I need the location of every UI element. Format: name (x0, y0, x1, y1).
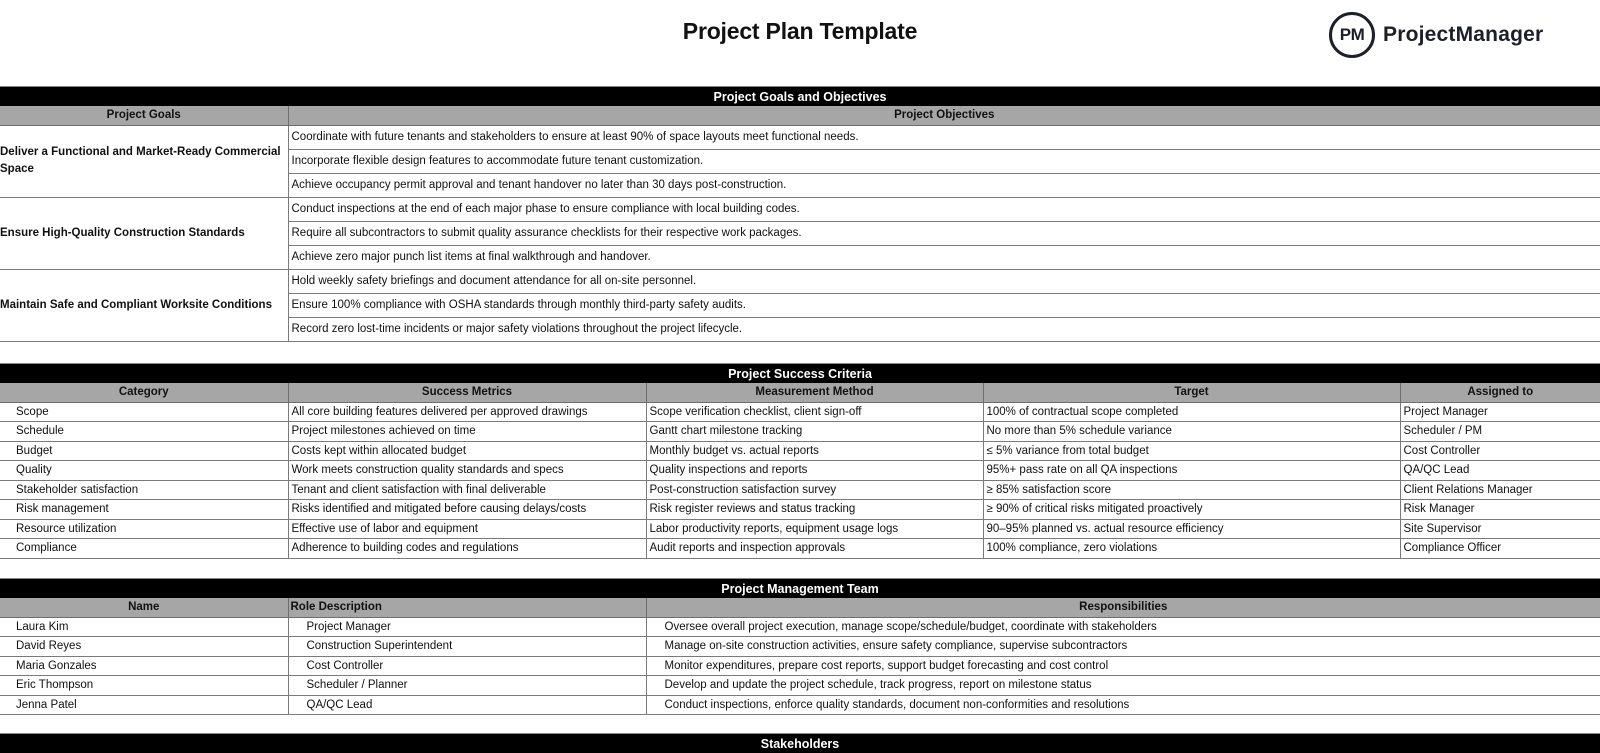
method-cell[interactable]: Gantt chart milestone tracking (646, 422, 983, 442)
method-cell[interactable]: Monthly budget vs. actual reports (646, 441, 983, 461)
objective-cell[interactable]: Achieve occupancy permit approval and tenant handover no later than 30 days post-construction. (288, 173, 1600, 197)
table-row (0, 269, 1600, 293)
table-row (0, 519, 1600, 539)
role-cell[interactable]: QA/QC Lead (288, 695, 646, 715)
objective-cell[interactable]: Conduct inspections at the end of each major phase to ensure compliance with local building codes. (288, 197, 1600, 221)
method-cell[interactable]: Post-construction satisfaction survey (646, 480, 983, 500)
page-header (0, 0, 1600, 86)
column-header: Project Objectives (288, 106, 1600, 125)
responsibility-cell[interactable]: Monitor expenditures, prepare cost reports, support budget forecasting and cost control (646, 656, 1600, 676)
target-cell[interactable]: ≤ 5% variance from total budget (983, 441, 1400, 461)
table-row (0, 480, 1600, 500)
success-criteria-table (0, 383, 1600, 559)
objective-cell[interactable]: Achieve zero major punch list items at final walkthrough and handover. (288, 245, 1600, 269)
responsibility-cell[interactable]: Manage on-site construction activities, ensure safety compliance, supervise subcontractors (646, 637, 1600, 657)
logo-text: ProjectManager (1383, 23, 1544, 46)
table-row (0, 617, 1600, 637)
target-cell[interactable]: ≥ 90% of critical risks mitigated proactively (983, 500, 1400, 520)
metric-cell[interactable]: Costs kept within allocated budget (288, 441, 646, 461)
table-row (0, 500, 1600, 520)
category-cell[interactable]: Compliance (0, 539, 288, 559)
metric-cell[interactable]: Risks identified and mitigated before causing delays/costs (288, 500, 646, 520)
role-cell[interactable]: Scheduler / Planner (288, 676, 646, 696)
method-cell[interactable]: Scope verification checklist, client sign-off (646, 402, 983, 422)
target-cell[interactable]: 90–95% planned vs. actual resource efficiency (983, 519, 1400, 539)
assignee-cell[interactable]: Cost Controller (1400, 441, 1600, 461)
projectmanager-logo (1329, 12, 1543, 58)
table-row (0, 402, 1600, 422)
objective-cell[interactable]: Coordinate with future tenants and stakeholders to ensure at least 90% of space layouts meet functional needs. (288, 125, 1600, 149)
category-cell[interactable]: Stakeholder satisfaction (0, 480, 288, 500)
method-cell[interactable]: Quality inspections and reports (646, 461, 983, 481)
name-cell[interactable]: Jenna Patel (0, 695, 288, 715)
role-cell[interactable]: Construction Superintendent (288, 637, 646, 657)
method-cell[interactable]: Labor productivity reports, equipment usage logs (646, 519, 983, 539)
section-title: Project Management Team (0, 578, 1600, 598)
target-cell[interactable]: ≥ 85% satisfaction score (983, 480, 1400, 500)
category-cell[interactable]: Scope (0, 402, 288, 422)
category-cell[interactable]: Resource utilization (0, 519, 288, 539)
success-criteria-section (0, 363, 1600, 559)
assignee-cell[interactable]: Client Relations Manager (1400, 480, 1600, 500)
role-cell[interactable]: Project Manager (288, 617, 646, 637)
table-row (0, 197, 1600, 221)
objective-cell[interactable]: Record zero lost-time incidents or major safety violations throughout the project lifecycle. (288, 317, 1600, 341)
goal-cell[interactable]: Ensure High-Quality Construction Standards (0, 197, 288, 269)
column-header: Name (0, 598, 288, 617)
table-row (0, 461, 1600, 481)
column-header: Success Metrics (288, 383, 646, 402)
column-header: Project Goals (0, 106, 288, 125)
goal-cell[interactable]: Deliver a Functional and Market-Ready Commercial Space (0, 125, 288, 197)
name-cell[interactable]: Laura Kim (0, 617, 288, 637)
table-row (0, 441, 1600, 461)
objective-cell[interactable]: Incorporate flexible design features to accommodate future tenant customization. (288, 149, 1600, 173)
page-title: Project Plan Template (682, 18, 918, 44)
method-cell[interactable]: Risk register reviews and status tracking (646, 500, 983, 520)
assignee-cell[interactable]: Scheduler / PM (1400, 422, 1600, 442)
team-table (0, 598, 1600, 715)
target-cell[interactable]: No more than 5% schedule variance (983, 422, 1400, 442)
role-cell[interactable]: Cost Controller (288, 656, 646, 676)
name-cell[interactable]: Maria Gonzales (0, 656, 288, 676)
method-cell[interactable]: Audit reports and inspection approvals (646, 539, 983, 559)
category-cell[interactable]: Quality (0, 461, 288, 481)
metric-cell[interactable]: Effective use of labor and equipment (288, 519, 646, 539)
responsibility-cell[interactable]: Oversee overall project execution, manage scope/schedule/budget, coordinate with stakeholders (646, 617, 1600, 637)
assignee-cell[interactable]: Risk Manager (1400, 500, 1600, 520)
category-cell[interactable]: Schedule (0, 422, 288, 442)
objective-cell[interactable]: Hold weekly safety briefings and document attendance for all on-site personnel. (288, 269, 1600, 293)
column-header: Assigned to (1400, 383, 1600, 402)
target-cell[interactable]: 100% of contractual scope completed (983, 402, 1400, 422)
metric-cell[interactable]: All core building features delivered per approved drawings (288, 402, 646, 422)
section-title: Stakeholders (0, 733, 1600, 753)
metric-cell[interactable]: Adherence to building codes and regulations (288, 539, 646, 559)
table-row (0, 422, 1600, 442)
section-title: Project Success Criteria (0, 363, 1600, 383)
category-cell[interactable]: Budget (0, 441, 288, 461)
assignee-cell[interactable]: Project Manager (1400, 402, 1600, 422)
name-cell[interactable]: Eric Thompson (0, 676, 288, 696)
name-cell[interactable]: David Reyes (0, 637, 288, 657)
section-title: Project Goals and Objectives (0, 86, 1600, 106)
assignee-cell[interactable]: QA/QC Lead (1400, 461, 1600, 481)
table-row (0, 125, 1600, 149)
goals-section (0, 86, 1600, 342)
metric-cell[interactable]: Work meets construction quality standards and specs (288, 461, 646, 481)
column-header: Responsibilities (646, 598, 1600, 617)
column-header: Role Description (288, 598, 646, 617)
table-row (0, 695, 1600, 715)
objective-cell[interactable]: Require all subcontractors to submit quality assurance checklists for their respective work packages. (288, 221, 1600, 245)
category-cell[interactable]: Risk management (0, 500, 288, 520)
column-header: Measurement Method (646, 383, 983, 402)
goals-table (0, 106, 1600, 342)
table-row (0, 656, 1600, 676)
objective-cell[interactable]: Ensure 100% compliance with OSHA standards through monthly third-party safety audits. (288, 293, 1600, 317)
responsibility-cell[interactable]: Conduct inspections, enforce quality standards, document non-conformities and resolutions (646, 695, 1600, 715)
pm-logo-icon: PM (1329, 12, 1375, 58)
table-row (0, 637, 1600, 657)
team-section (0, 578, 1600, 715)
goal-cell[interactable]: Maintain Safe and Compliant Worksite Conditions (0, 269, 288, 341)
column-header: Category (0, 383, 288, 402)
responsibility-cell[interactable]: Develop and update the project schedule, track progress, report on milestone status (646, 676, 1600, 696)
table-row (0, 539, 1600, 559)
column-header: Target (983, 383, 1400, 402)
assignee-cell[interactable]: Compliance Officer (1400, 539, 1600, 559)
metric-cell[interactable]: Project milestones achieved on time (288, 422, 646, 442)
assignee-cell[interactable]: Site Supervisor (1400, 519, 1600, 539)
stakeholders-section (0, 733, 1600, 753)
target-cell[interactable]: 100% compliance, zero violations (983, 539, 1400, 559)
metric-cell[interactable]: Tenant and client satisfaction with final deliverable (288, 480, 646, 500)
table-row (0, 676, 1600, 696)
target-cell[interactable]: 95%+ pass rate on all QA inspections (983, 461, 1400, 481)
